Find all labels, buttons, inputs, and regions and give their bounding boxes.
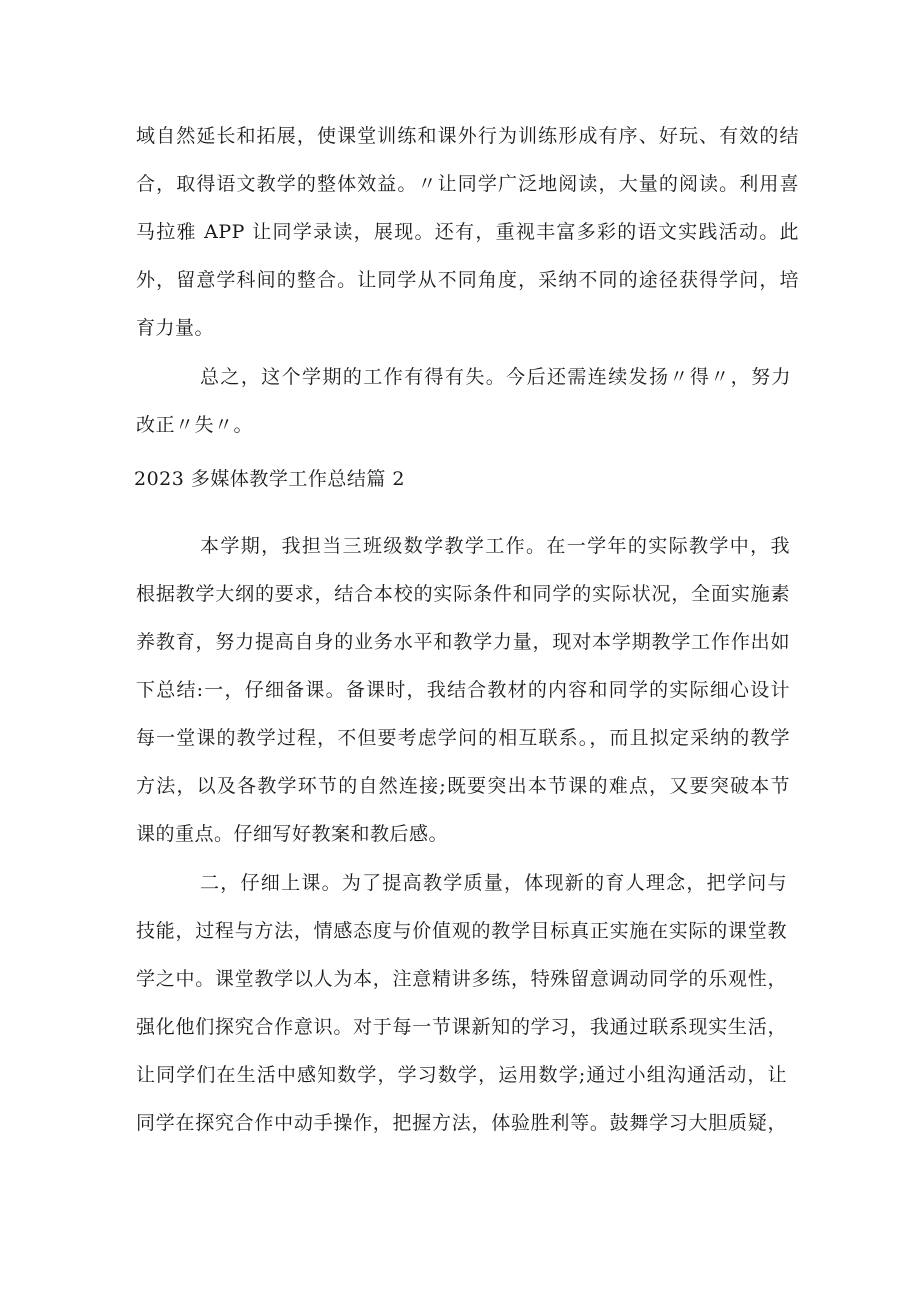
paragraph-4-line-5: 让同学们在生活中感知数学，学习数学，运用数学;通过小组沟通活动，让: [136, 1064, 787, 1086]
paragraph-4-line-2: 技能，过程与方法，情感态度与价值观的教学目标真正实施在实际的课堂教: [136, 920, 787, 942]
paragraph-1-line-2: 合，取得语文教学的整体效益。〃让同学广泛地阅读，大量的阅读。利用喜: [136, 173, 799, 195]
paragraph-1-line-5: 育力量。: [136, 317, 215, 339]
paragraph-3-line-1: 本学期，我担当三班级数学教学工作。在一学年的实际教学中，我: [200, 535, 790, 557]
paragraph-3-line-7: 课的重点。仔细写好教案和教后感。: [136, 823, 449, 845]
paragraph-1-line-1: 域自然延长和拓展，使课堂训练和课外行为训练形成有序、好玩、有效的结: [136, 125, 799, 147]
paragraph-1-line-3: 马拉雅 APP 让同学录读，展现。还有，重视丰富多彩的语文实践活动。此: [136, 221, 799, 243]
paragraph-4-line-6: 同学在探究合作中动手操作，把握方法，体验胜利等。鼓舞学习大胆质疑，: [136, 1112, 787, 1134]
paragraph-1-line-4: 外，留意学科间的整合。让同学从不同角度，采纳不同的途径获得学问，培: [136, 269, 799, 291]
paragraph-3-line-4: 下总结:一，仔细备课。备课时，我结合教材的内容和同学的实际细心设计: [136, 679, 790, 701]
paragraph-2-line-2: 改正〃失〃。: [136, 414, 254, 436]
paragraph-4-line-3: 学之中。课堂教学以人为本，注意精讲多练，特殊留意调动同学的乐观性，: [136, 968, 787, 990]
paragraph-2-line-1: 总之，这个学期的工作有得有失。今后还需连续发扬〃得〃，努力: [200, 366, 791, 388]
section-heading: 2023 多媒体教学工作总结篇 2: [134, 468, 406, 490]
paragraph-3-line-5: 每一堂课的教学过程，不但要考虑学问的相互联系。，而且拟定采纳的教学: [136, 727, 790, 749]
paragraph-3-line-3: 养教育，努力提高自身的业务水平和教学力量，现对本学期教学工作作出如: [136, 631, 790, 653]
paragraph-3-line-6: 方法，以及各教学环节的自然连接;既要突出本节课的难点，又要突破本节: [136, 775, 790, 797]
paragraph-4-line-1: 二，仔细上课。为了提高教学质量，体现新的育人理念，把学问与: [200, 872, 787, 894]
paragraph-3-line-2: 根据教学大纲的要求，结合本校的实际条件和同学的实际状况，全面实施素: [136, 583, 790, 605]
paragraph-4-line-4: 强化他们探究合作意识。对于每一节课新知的学习，我通过联系现实生活，: [136, 1016, 787, 1038]
